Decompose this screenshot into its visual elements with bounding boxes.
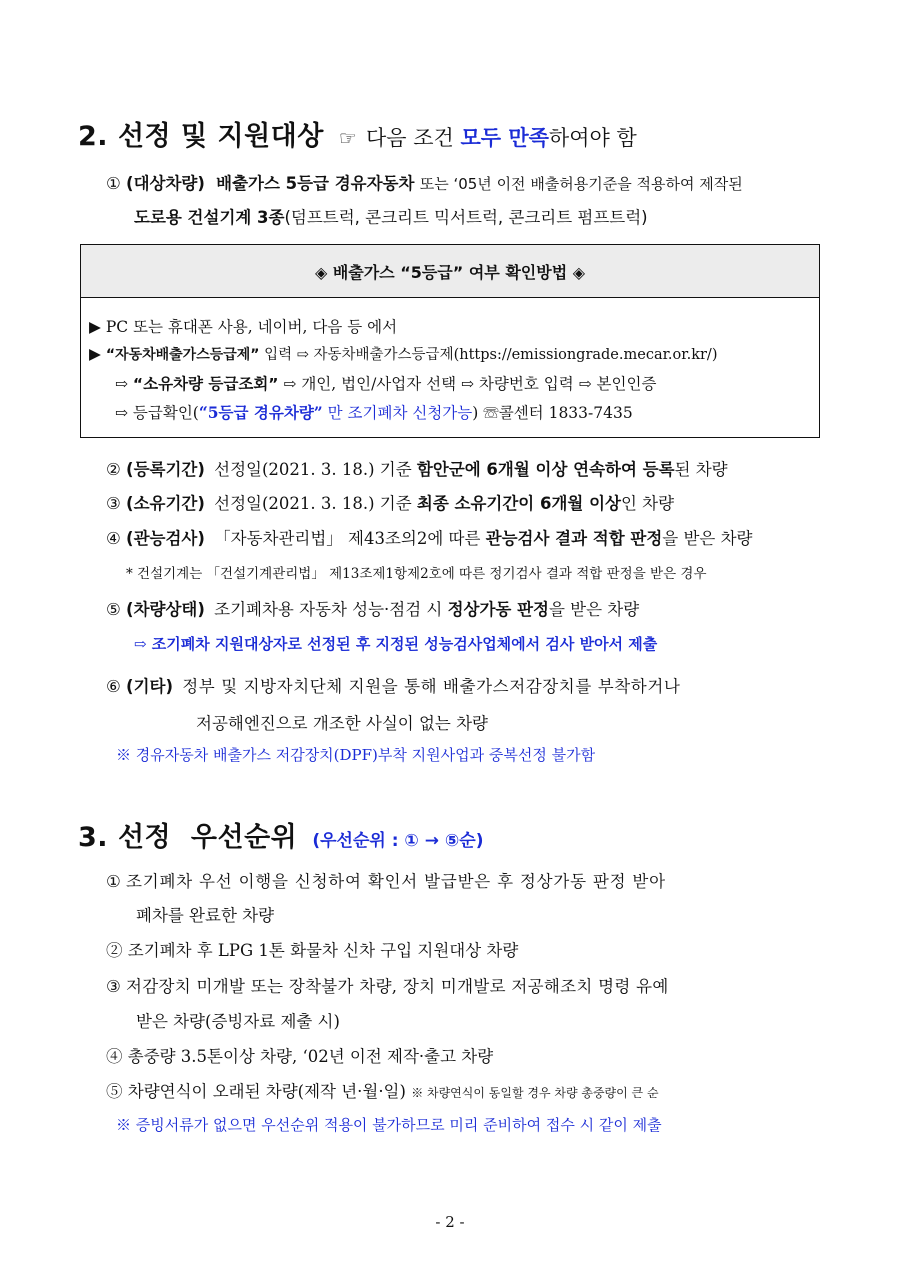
- item5-pre: 조기폐차용 자동차 성능·점검 시: [214, 600, 448, 619]
- item2-post: 된 차량: [674, 460, 728, 479]
- item6-num: ⑥: [106, 677, 121, 696]
- priority-num-2: ②: [106, 941, 123, 960]
- priority-text-1: 조기폐차 우선 이행을 신청하여 확인서 발급받은 후 정상가동 판정 받아: [126, 872, 666, 891]
- box-line2-arrow: ▶: [89, 345, 101, 363]
- box-line2: [89, 343, 717, 364]
- item5-post: 을 받은 차량: [548, 600, 640, 619]
- section2-note: ※ 경유자동차 배출가스 저감장치(DPF)부착 지원사업과 중복선정 불가함: [116, 746, 596, 764]
- box-line4-blue1: “5등급 경유차량”: [198, 403, 323, 422]
- section3-note: ※ 증빙서류가 없으면 우선순위 적용이 불가하므로 미리 준비하여 접수 시 같이 제출: [116, 1116, 662, 1134]
- item1-bold: 배출가스 5등급 경유자동차: [216, 174, 415, 193]
- priority-text-2: 조기폐차 후 LPG 1톤 화물차 신차 구입 지원대상 차량: [127, 941, 519, 960]
- box-line4-pre: ⇨ 등급확인(: [115, 404, 199, 422]
- priority-item-1: [106, 868, 666, 892]
- item4-label: (관능검사): [126, 529, 205, 548]
- box-header: ◈ 배출가스 “5등급” 여부 확인방법 ◈: [81, 245, 819, 298]
- item1-label: (대상차량): [126, 174, 205, 193]
- emission-check-box: [80, 244, 820, 438]
- item3-post: 인 차량: [620, 494, 675, 513]
- priority-item-4: [106, 1043, 493, 1067]
- item3-bold: 최종 소유기간이 6개월 이상: [416, 494, 621, 513]
- item4-post: 을 받은 차량: [662, 529, 753, 548]
- item4-num: ④: [106, 529, 121, 548]
- pointing-hand-icon: ☞: [338, 126, 357, 150]
- item2-label: (등록기간): [126, 460, 205, 479]
- item4: [106, 525, 752, 549]
- item3-pre: 선정일(2021. 3. 18.) 기준: [214, 494, 417, 513]
- box-line2-bold: “자동차배출가스등급제”: [105, 347, 260, 363]
- priority-item-5: [106, 1078, 659, 1102]
- item5-num: ⑤: [106, 600, 121, 619]
- priority-small-5: ※ 차량연식이 동일할 경우 차량 총중량이 큰 순: [411, 1086, 659, 1100]
- priority-text-4: 총중량 3.5톤이상 차량, ‘02년 이전 제작·출고 차량: [127, 1047, 494, 1066]
- item1-line2-bold: 도로용 건설기계 3종: [134, 208, 285, 227]
- item5-bold: 정상가동 판정: [447, 600, 549, 619]
- item6-label: (기타): [126, 677, 174, 696]
- item1-line1: [106, 170, 743, 194]
- box-line1: ▶ PC 또는 휴대폰 사용, 네이버, 다음 등 에서: [89, 318, 398, 336]
- page-number: - 2 -: [435, 1213, 465, 1231]
- box-line4-post: ) ☏콜센터 1833-7435: [472, 404, 633, 422]
- item6-line1: [106, 673, 680, 697]
- item4-note: * 건설기계는 「건설기계관리법」 제13조제1항제2호에 따른 정기검사 결과 적합 판정을 받은 경우: [126, 566, 707, 582]
- box-line3-bold: “소유차량 등급조회”: [132, 375, 279, 393]
- item2: [106, 456, 728, 480]
- item1-line2: [134, 204, 648, 228]
- priority-item-1-line2: 폐차를 완료한 차량: [136, 906, 275, 925]
- priority-num-3: ③: [106, 977, 121, 996]
- item1-num: ①: [106, 174, 121, 193]
- item6-line2: 저공해엔진으로 개조한 사실이 없는 차량: [196, 714, 488, 733]
- item4-pre: 「자동차관리법」 제43조의2에 따른: [214, 529, 486, 548]
- item2-pre: 선정일(2021. 3. 18.) 기준: [214, 460, 417, 479]
- priority-item-3-line2: 받은 차량(증빙자료 제출 시): [136, 1012, 340, 1031]
- section2-tail-pre: 다음 조건: [365, 126, 461, 150]
- box-line3-rest: ⇨ 개인, 법인/사업자 선택 ⇨ 차량번호 입력 ⇨ 본인인증: [278, 375, 657, 393]
- box-line3: [115, 372, 656, 394]
- item2-bold: 함안군에 6개월 이상 연속하여 등록: [416, 460, 675, 479]
- priority-text-3: 저감장치 미개발 또는 장착불가 차량, 장치 미개발로 저공해조치 명령 유예: [126, 977, 669, 996]
- section2-tail-post: 하여야 함: [548, 126, 637, 150]
- priority-text-5: 차량연식이 오래된 차량(제작 년·월·일): [127, 1082, 406, 1101]
- item5-label: (차량상태): [126, 600, 205, 619]
- section3-title: 3. 선정 우선순위: [78, 822, 298, 853]
- section3-heading: [78, 815, 484, 854]
- section3-subtitle: (우선순위 : ① → ⑤순): [312, 831, 484, 851]
- box-line2-rest: 입력 ⇨ 자동차배출가스등급제(https://emissiongrade.mecar.or.kr/): [259, 347, 718, 363]
- section2-heading: [78, 114, 637, 153]
- priority-num-1: ①: [106, 872, 121, 891]
- item1-line2-rest: (덤프트럭, 콘크리트 믹서트럭, 콘크리트 펌프트럭): [284, 208, 648, 227]
- item3-num: ③: [106, 494, 121, 513]
- item5-note: ⇨ 조기폐차 지원대상자로 선정된 후 지정된 성능검사업체에서 검사 받아서 제출: [134, 635, 658, 653]
- item3: [106, 490, 674, 514]
- section2-tail-blue: 모두 만족: [460, 126, 549, 150]
- item5: [106, 596, 639, 620]
- section2-title: 2. 선정 및 지원대상: [78, 121, 324, 152]
- priority-num-4: ④: [106, 1047, 123, 1066]
- item1-rest: 또는 ‘05년 이전 배출허용기준을 적용하여 제작된: [419, 175, 743, 193]
- priority-item-3: [106, 973, 669, 997]
- item6-line1-text: 정부 및 지방자치단체 지원을 통해 배출가스저감장치를 부착하거나: [182, 677, 681, 696]
- priority-num-5: ⑤: [106, 1082, 123, 1101]
- priority-item-2: [106, 937, 518, 961]
- box-line3-pre: ⇨: [115, 375, 133, 393]
- item3-label: (소유기간): [126, 494, 205, 513]
- box-line4: [115, 401, 633, 423]
- box-line4-blue2: 만 조기폐차 신청가능: [322, 404, 473, 422]
- item4-bold: 관능검사 결과 적합 판정: [485, 529, 663, 548]
- item2-num: ②: [106, 460, 121, 479]
